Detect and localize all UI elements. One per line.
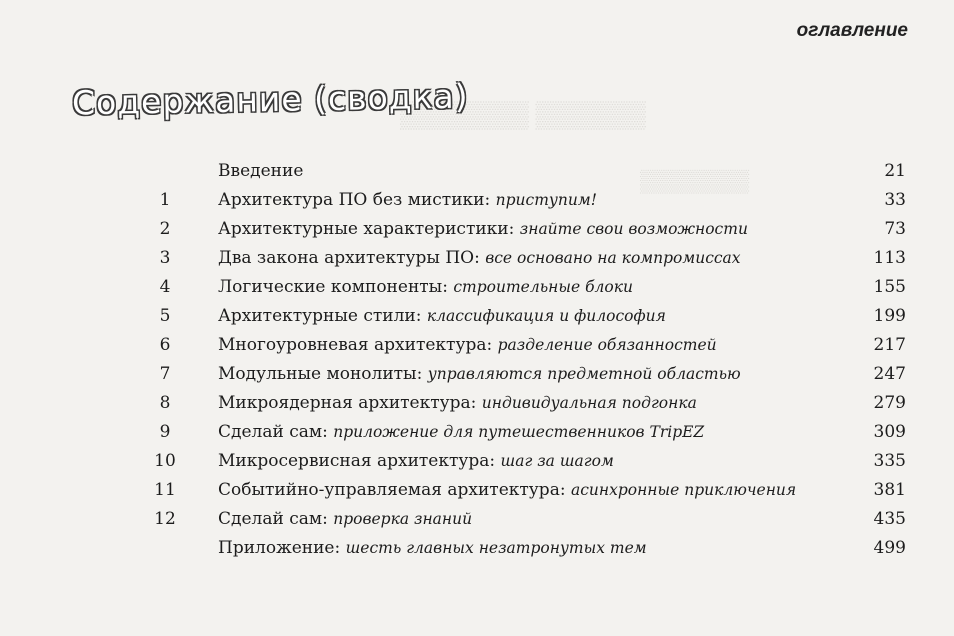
chapter-title-main: Приложение: — [218, 538, 346, 558]
chapter-title — [218, 244, 741, 273]
chapter-title — [218, 360, 741, 389]
chapter-subtitle: разделение обязанностей — [497, 336, 717, 354]
page-number: 335 — [873, 451, 906, 471]
chapter-title — [218, 186, 597, 215]
bleed-through-text: ▒▒▒▒▒▒▒ — [640, 168, 750, 193]
chapter-title-main: Архитектурные характеристики: — [218, 219, 520, 239]
page-number: 199 — [873, 306, 906, 326]
chapter-title-main: Многоуровневая архитектура: — [218, 335, 498, 355]
chapter-title-main: Событийно-управляемая архитектура: — [218, 480, 571, 500]
page-number: 73 — [884, 219, 906, 239]
chapter-number: 12 — [154, 509, 176, 529]
chapter-number: 11 — [154, 480, 176, 500]
page-number: 381 — [873, 480, 906, 500]
chapter-number: 4 — [159, 277, 171, 297]
chapter-title-main: Сделай сам: — [218, 422, 334, 442]
chapter-number: 1 — [159, 190, 171, 210]
chapter-title-main: Микросервисная архитектура: — [218, 451, 501, 471]
toc-row[interactable] — [0, 157, 954, 186]
chapter-title-main: Микроядерная архитектура: — [218, 393, 482, 413]
chapter-number: 7 — [159, 364, 171, 384]
chapter-subtitle: асинхронные приключения — [570, 481, 797, 499]
chapter-title-main: Архитектурные стили: — [218, 306, 427, 326]
toc-row[interactable] — [0, 505, 954, 534]
chapter-title — [218, 418, 704, 447]
toc-row[interactable] — [0, 360, 954, 389]
page-number: 499 — [873, 538, 906, 558]
toc-row[interactable] — [0, 186, 954, 215]
page-number: 21 — [884, 161, 906, 181]
chapter-number: 8 — [159, 393, 171, 413]
chapter-title-main: Сделай сам: — [218, 509, 334, 529]
chapter-subtitle: приступим! — [495, 191, 597, 209]
chapter-number: 5 — [159, 306, 171, 326]
chapter-title — [218, 302, 666, 331]
chapter-title — [218, 476, 796, 505]
page-number: 113 — [873, 248, 906, 268]
bleed-through-text: ▒▒▒▒▒▒▒ ▒▒▒▒▒▒ — [400, 100, 646, 129]
chapter-number: 3 — [159, 248, 171, 268]
page-number: 279 — [873, 393, 906, 413]
page-number: 217 — [873, 335, 906, 355]
running-head: оглавление — [796, 20, 908, 41]
chapter-title-main: Введение — [218, 161, 304, 181]
chapter-subtitle: управляются предметной областью — [427, 365, 741, 383]
toc-row[interactable] — [0, 331, 954, 360]
chapter-title — [218, 331, 717, 360]
chapter-number: 9 — [159, 422, 171, 442]
chapter-subtitle: классификация и философия — [426, 307, 666, 325]
chapter-title — [218, 447, 614, 476]
chapter-title — [218, 505, 472, 534]
chapter-number: 10 — [154, 451, 176, 471]
toc-row[interactable] — [0, 302, 954, 331]
chapter-title — [218, 273, 633, 302]
page-number: 33 — [884, 190, 906, 210]
page-title: Содержание (сводка) — [71, 76, 469, 123]
toc-row[interactable] — [0, 534, 954, 563]
page-number: 155 — [873, 277, 906, 297]
chapter-title-main: Модульные монолиты: — [218, 364, 428, 384]
chapter-subtitle: индивидуальная подгонка — [481, 394, 697, 412]
page-number: 247 — [873, 364, 906, 384]
chapter-subtitle: шаг за шагом — [500, 452, 614, 470]
chapter-subtitle: проверка знаний — [333, 510, 473, 528]
chapter-subtitle: шесть главных незатронутых тем — [345, 539, 647, 557]
page-number: 309 — [873, 422, 906, 442]
chapter-subtitle: знайте свои возможности — [519, 220, 748, 238]
chapter-title — [218, 215, 748, 244]
chapter-title-main: Архитектура ПО без мистики: — [218, 190, 496, 210]
chapter-subtitle: приложение для путешественников TripEZ — [333, 423, 705, 441]
toc-row[interactable] — [0, 389, 954, 418]
chapter-subtitle: строительные блоки — [453, 278, 633, 296]
chapter-number: 2 — [159, 219, 171, 239]
toc-row[interactable] — [0, 273, 954, 302]
chapter-number: 6 — [159, 335, 171, 355]
chapter-title — [218, 157, 303, 186]
chapter-title — [218, 389, 697, 418]
toc-row[interactable] — [0, 244, 954, 273]
chapter-title-main: Два закона архитектуры ПО: — [218, 248, 486, 268]
page-number: 435 — [873, 509, 906, 529]
chapter-title — [218, 534, 647, 563]
chapter-subtitle: все основано на компромиссах — [485, 249, 741, 267]
toc-row[interactable] — [0, 447, 954, 476]
toc-row[interactable] — [0, 476, 954, 505]
chapter-title-main: Логические компоненты: — [218, 277, 454, 297]
toc-row[interactable] — [0, 418, 954, 447]
toc-row[interactable] — [0, 215, 954, 244]
